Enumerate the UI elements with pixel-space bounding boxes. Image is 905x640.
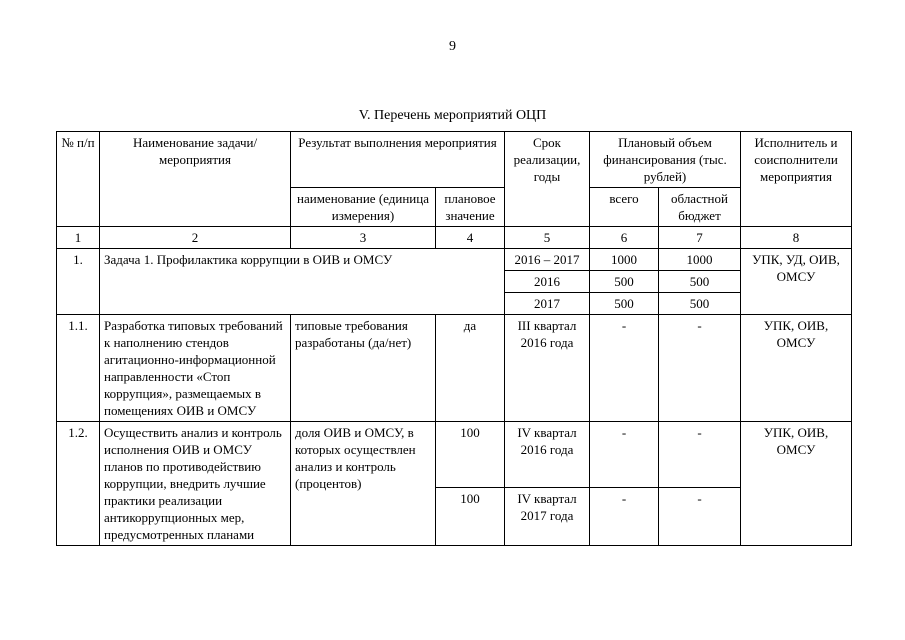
measure-row	[57, 315, 852, 422]
measure-num: 1.1.	[57, 315, 100, 422]
task-term: 2016	[505, 271, 590, 293]
header-num: № п/п	[57, 132, 100, 227]
header-executor: Исполнитель и соисполнители мероприятия	[741, 132, 852, 227]
measure-executor: УПК, ОИВ, ОМСУ	[741, 422, 852, 546]
measure-total: -	[590, 422, 659, 488]
task-regional: 500	[659, 271, 741, 293]
measure-term: IV квартал 2017 года	[505, 488, 590, 546]
column-number: 7	[659, 227, 741, 249]
measure-total: -	[590, 488, 659, 546]
column-number: 2	[100, 227, 291, 249]
column-number: 8	[741, 227, 852, 249]
measure-name: Осуществить анализ и контроль исполнения ОИВ и ОМСУ планов по противодействию коррупции, внедрить лучшие практики реализации антикоррупционных мер, предусмотренных планами	[100, 422, 291, 546]
measure-regional: -	[659, 488, 741, 546]
task-total: 500	[590, 271, 659, 293]
measures-table	[56, 131, 852, 546]
header-row-1	[57, 132, 852, 188]
column-number: 4	[436, 227, 505, 249]
measure-num: 1.2.	[57, 422, 100, 546]
task-num: 1.	[57, 249, 100, 315]
measure-result-name: типовые требования разработаны (да/нет)	[291, 315, 436, 422]
measure-row	[57, 422, 852, 488]
header-funding-total: всего	[590, 188, 659, 227]
measure-result-plan: 100	[436, 422, 505, 488]
measure-total: -	[590, 315, 659, 422]
task-name: Задача 1. Профилактика коррупции в ОИВ и ОМСУ	[100, 249, 505, 315]
task-executor: УПК, УД, ОИВ, ОМСУ	[741, 249, 852, 315]
header-funding: Плановый объем финансирования (тыс. рублей)	[590, 132, 741, 188]
header-result: Результат выполнения мероприятия	[291, 132, 505, 188]
measure-result-plan: да	[436, 315, 505, 422]
task-row	[57, 249, 852, 271]
column-number: 5	[505, 227, 590, 249]
header-result-name: наименование (единица измерения)	[291, 188, 436, 227]
header-term: Срок реализации, годы	[505, 132, 590, 227]
task-total: 1000	[590, 249, 659, 271]
task-total: 500	[590, 293, 659, 315]
measure-regional: -	[659, 422, 741, 488]
column-number-row	[57, 227, 852, 249]
measure-term: IV квартал 2016 года	[505, 422, 590, 488]
task-term: 2016 – 2017	[505, 249, 590, 271]
measure-regional: -	[659, 315, 741, 422]
task-regional: 500	[659, 293, 741, 315]
measure-term: III квартал 2016 года	[505, 315, 590, 422]
header-funding-regional: областной бюджет	[659, 188, 741, 227]
task-regional: 1000	[659, 249, 741, 271]
header-result-plan: плановое значение	[436, 188, 505, 227]
measure-executor: УПК, ОИВ, ОМСУ	[741, 315, 852, 422]
column-number: 3	[291, 227, 436, 249]
column-number: 6	[590, 227, 659, 249]
header-name: Наименование задачи/мероприятия	[100, 132, 291, 227]
measure-result-plan: 100	[436, 488, 505, 546]
page-number: 9	[449, 39, 456, 54]
task-term: 2017	[505, 293, 590, 315]
measure-name: Разработка типовых требований к наполнению стендов агитационно-информационной направленности «Стоп коррупция», размещаемых в помещениях ОИВ и ОМСУ	[100, 315, 291, 422]
section-title: V. Перечень мероприятий ОЦП	[358, 108, 547, 123]
measure-result-name: доля ОИВ и ОМСУ, в которых осуществлен анализ и контроль (процентов)	[291, 422, 436, 546]
column-number: 1	[57, 227, 100, 249]
